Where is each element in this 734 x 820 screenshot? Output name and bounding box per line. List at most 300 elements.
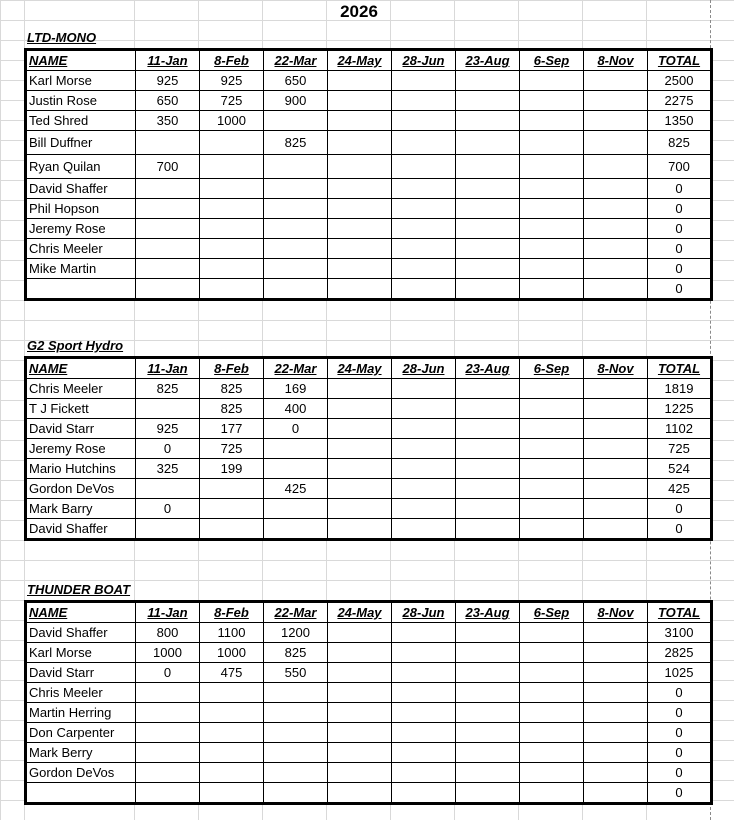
points-cell[interactable] (136, 703, 200, 723)
racer-name-cell[interactable]: Ryan Quilan (26, 155, 136, 179)
racer-name-cell[interactable]: Martin Herring (26, 703, 136, 723)
total-cell[interactable]: 2500 (648, 71, 712, 91)
points-cell[interactable] (520, 279, 584, 300)
points-cell[interactable] (200, 199, 264, 219)
racer-name-cell[interactable]: Jeremy Rose (26, 219, 136, 239)
racer-name-cell[interactable]: David Starr (26, 663, 136, 683)
column-header[interactable]: 11-Jan (136, 50, 200, 71)
points-cell[interactable] (392, 643, 456, 663)
points-cell[interactable] (264, 179, 328, 199)
points-cell[interactable]: 169 (264, 379, 328, 399)
points-cell[interactable] (456, 91, 520, 111)
points-cell[interactable] (392, 623, 456, 643)
points-cell[interactable]: 650 (264, 71, 328, 91)
column-header[interactable]: 23-Aug (456, 358, 520, 379)
points-cell[interactable] (200, 131, 264, 155)
column-header[interactable]: 8-Nov (584, 602, 648, 623)
points-cell[interactable] (456, 379, 520, 399)
total-cell[interactable]: 0 (648, 179, 712, 199)
points-cell[interactable] (520, 379, 584, 399)
points-cell[interactable] (392, 763, 456, 783)
points-cell[interactable] (328, 623, 392, 643)
points-cell[interactable] (584, 219, 648, 239)
points-cell[interactable] (136, 683, 200, 703)
points-cell[interactable] (456, 419, 520, 439)
points-cell[interactable]: 550 (264, 663, 328, 683)
column-header[interactable]: 11-Jan (136, 602, 200, 623)
total-cell[interactable]: 0 (648, 683, 712, 703)
section-title-g2-sport-hydro[interactable]: G2 Sport Hydro (27, 338, 124, 353)
racer-name-cell[interactable] (26, 279, 136, 300)
points-cell[interactable] (200, 479, 264, 499)
points-cell[interactable] (392, 91, 456, 111)
points-cell[interactable] (392, 399, 456, 419)
points-cell[interactable] (520, 663, 584, 683)
points-cell[interactable] (328, 419, 392, 439)
points-cell[interactable] (456, 131, 520, 155)
points-cell[interactable] (392, 259, 456, 279)
points-cell[interactable] (328, 259, 392, 279)
points-cell[interactable] (584, 623, 648, 643)
points-cell[interactable] (520, 259, 584, 279)
points-cell[interactable]: 725 (200, 439, 264, 459)
total-cell[interactable]: 0 (648, 259, 712, 279)
racer-name-cell[interactable]: Chris Meeler (26, 683, 136, 703)
points-cell[interactable] (328, 219, 392, 239)
column-header[interactable]: 8-Feb (200, 358, 264, 379)
points-cell[interactable] (456, 683, 520, 703)
total-cell[interactable]: 0 (648, 499, 712, 519)
points-cell[interactable] (328, 459, 392, 479)
year-title[interactable]: 2026 (340, 2, 378, 21)
total-cell[interactable]: 0 (648, 199, 712, 219)
points-cell[interactable] (136, 131, 200, 155)
points-cell[interactable] (328, 399, 392, 419)
points-cell[interactable] (264, 459, 328, 479)
points-cell[interactable] (520, 499, 584, 519)
points-cell[interactable] (264, 239, 328, 259)
racer-name-cell[interactable]: David Shaffer (26, 179, 136, 199)
points-cell[interactable] (392, 419, 456, 439)
points-cell[interactable]: 800 (136, 623, 200, 643)
column-header[interactable]: 24-May (328, 358, 392, 379)
column-header[interactable]: 24-May (328, 602, 392, 623)
points-cell[interactable]: 1000 (136, 643, 200, 663)
points-cell[interactable] (456, 71, 520, 91)
points-cell[interactable] (136, 519, 200, 540)
points-cell[interactable] (584, 683, 648, 703)
racer-name-cell[interactable]: Ted Shred (26, 111, 136, 131)
column-header[interactable]: 6-Sep (520, 50, 584, 71)
points-cell[interactable]: 925 (136, 71, 200, 91)
racer-name-cell[interactable]: Don Carpenter (26, 723, 136, 743)
points-cell[interactable]: 725 (200, 91, 264, 111)
points-cell[interactable] (200, 723, 264, 743)
racer-name-cell[interactable]: Chris Meeler (26, 379, 136, 399)
points-cell[interactable] (520, 459, 584, 479)
points-cell[interactable] (520, 131, 584, 155)
points-cell[interactable] (328, 155, 392, 179)
points-cell[interactable] (136, 239, 200, 259)
points-cell[interactable] (328, 439, 392, 459)
points-cell[interactable] (200, 519, 264, 540)
points-cell[interactable]: 925 (200, 71, 264, 91)
points-cell[interactable] (328, 703, 392, 723)
points-cell[interactable] (584, 259, 648, 279)
total-cell[interactable]: 425 (648, 479, 712, 499)
points-cell[interactable] (136, 763, 200, 783)
points-cell[interactable] (520, 419, 584, 439)
racer-name-cell[interactable]: Jeremy Rose (26, 439, 136, 459)
points-cell[interactable] (520, 439, 584, 459)
points-cell[interactable] (584, 519, 648, 540)
points-cell[interactable] (392, 703, 456, 723)
points-cell[interactable] (200, 219, 264, 239)
racer-name-cell[interactable]: Chris Meeler (26, 239, 136, 259)
column-header[interactable]: TOTAL (648, 602, 712, 623)
points-cell[interactable]: 700 (136, 155, 200, 179)
total-cell[interactable]: 2825 (648, 643, 712, 663)
points-cell[interactable] (264, 111, 328, 131)
total-cell[interactable]: 1225 (648, 399, 712, 419)
points-cell[interactable] (456, 279, 520, 300)
racer-name-cell[interactable]: T J Fickett (26, 399, 136, 419)
points-cell[interactable] (392, 439, 456, 459)
points-cell[interactable] (136, 743, 200, 763)
points-cell[interactable] (456, 743, 520, 763)
points-cell[interactable] (392, 219, 456, 239)
points-cell[interactable]: 1000 (200, 643, 264, 663)
points-cell[interactable] (584, 743, 648, 763)
points-cell[interactable]: 0 (264, 419, 328, 439)
points-cell[interactable] (520, 723, 584, 743)
points-cell[interactable] (136, 723, 200, 743)
points-cell[interactable] (456, 111, 520, 131)
racer-name-cell[interactable]: Gordon DeVos (26, 763, 136, 783)
points-cell[interactable] (264, 683, 328, 703)
points-cell[interactable] (456, 479, 520, 499)
points-cell[interactable] (520, 239, 584, 259)
points-cell[interactable] (328, 519, 392, 540)
total-cell[interactable]: 1819 (648, 379, 712, 399)
points-cell[interactable] (136, 179, 200, 199)
points-cell[interactable] (456, 439, 520, 459)
racer-name-cell[interactable]: Bill Duffner (26, 131, 136, 155)
points-cell[interactable] (584, 111, 648, 131)
points-cell[interactable] (520, 111, 584, 131)
points-cell[interactable] (136, 259, 200, 279)
points-cell[interactable] (328, 199, 392, 219)
points-cell[interactable]: 325 (136, 459, 200, 479)
points-cell[interactable] (392, 155, 456, 179)
racer-name-cell[interactable]: David Starr (26, 419, 136, 439)
points-cell[interactable] (520, 219, 584, 239)
points-cell[interactable] (392, 279, 456, 300)
points-cell[interactable] (328, 479, 392, 499)
points-cell[interactable] (200, 239, 264, 259)
points-cell[interactable] (200, 179, 264, 199)
points-cell[interactable] (456, 763, 520, 783)
points-cell[interactable] (584, 783, 648, 804)
points-cell[interactable] (584, 199, 648, 219)
column-header[interactable]: 23-Aug (456, 50, 520, 71)
points-cell[interactable] (328, 683, 392, 703)
racer-name-cell[interactable]: Karl Morse (26, 643, 136, 663)
points-cell[interactable]: 1100 (200, 623, 264, 643)
column-header[interactable]: 6-Sep (520, 358, 584, 379)
total-cell[interactable]: 0 (648, 763, 712, 783)
points-cell[interactable] (264, 783, 328, 804)
total-cell[interactable]: 1025 (648, 663, 712, 683)
points-cell[interactable] (584, 479, 648, 499)
points-cell[interactable]: 925 (136, 419, 200, 439)
points-cell[interactable] (520, 91, 584, 111)
points-cell[interactable] (520, 703, 584, 723)
points-cell[interactable] (136, 399, 200, 419)
points-cell[interactable] (136, 199, 200, 219)
points-cell[interactable] (456, 399, 520, 419)
points-cell[interactable] (584, 379, 648, 399)
points-cell[interactable] (520, 743, 584, 763)
column-header[interactable]: 22-Mar (264, 50, 328, 71)
total-cell[interactable]: 0 (648, 239, 712, 259)
points-cell[interactable] (328, 91, 392, 111)
points-cell[interactable] (456, 499, 520, 519)
points-cell[interactable] (584, 643, 648, 663)
points-cell[interactable] (456, 623, 520, 643)
racer-name-cell[interactable]: David Shaffer (26, 623, 136, 643)
racer-name-cell[interactable]: Mike Martin (26, 259, 136, 279)
points-cell[interactable] (520, 179, 584, 199)
points-cell[interactable] (200, 703, 264, 723)
points-cell[interactable] (264, 703, 328, 723)
points-cell[interactable] (520, 643, 584, 663)
points-cell[interactable]: 1200 (264, 623, 328, 643)
points-cell[interactable] (520, 155, 584, 179)
points-cell[interactable] (328, 783, 392, 804)
points-cell[interactable] (520, 683, 584, 703)
racer-name-cell[interactable]: David Shaffer (26, 519, 136, 540)
points-cell[interactable]: 199 (200, 459, 264, 479)
points-cell[interactable] (456, 219, 520, 239)
total-cell[interactable]: 1350 (648, 111, 712, 131)
points-cell[interactable] (456, 259, 520, 279)
column-header[interactable]: TOTAL (648, 50, 712, 71)
points-cell[interactable] (456, 179, 520, 199)
points-cell[interactable] (200, 683, 264, 703)
points-cell[interactable] (264, 723, 328, 743)
points-cell[interactable] (584, 71, 648, 91)
points-cell[interactable] (328, 279, 392, 300)
racer-name-cell[interactable]: Justin Rose (26, 91, 136, 111)
points-cell[interactable] (456, 723, 520, 743)
points-cell[interactable]: 400 (264, 399, 328, 419)
points-cell[interactable]: 825 (200, 399, 264, 419)
points-cell[interactable]: 825 (136, 379, 200, 399)
total-cell[interactable]: 700 (648, 155, 712, 179)
points-cell[interactable] (584, 459, 648, 479)
points-cell[interactable] (456, 783, 520, 804)
points-cell[interactable] (264, 519, 328, 540)
points-cell[interactable] (392, 663, 456, 683)
points-cell[interactable]: 0 (136, 499, 200, 519)
points-cell[interactable] (328, 131, 392, 155)
column-header[interactable]: 22-Mar (264, 358, 328, 379)
points-cell[interactable] (392, 683, 456, 703)
column-header[interactable]: 8-Feb (200, 602, 264, 623)
points-cell[interactable] (584, 399, 648, 419)
points-cell[interactable] (456, 663, 520, 683)
section-title-ltd-mono[interactable]: LTD-MONO (27, 30, 97, 45)
column-header[interactable]: 8-Nov (584, 358, 648, 379)
column-header[interactable]: NAME (26, 50, 136, 71)
points-cell[interactable] (392, 459, 456, 479)
points-cell[interactable] (328, 379, 392, 399)
racer-name-cell[interactable]: Mario Hutchins (26, 459, 136, 479)
points-cell[interactable] (392, 479, 456, 499)
points-cell[interactable]: 825 (200, 379, 264, 399)
points-cell[interactable] (200, 743, 264, 763)
points-cell[interactable] (584, 439, 648, 459)
points-cell[interactable] (520, 399, 584, 419)
points-cell[interactable] (456, 703, 520, 723)
points-cell[interactable] (392, 179, 456, 199)
column-header[interactable]: 24-May (328, 50, 392, 71)
points-cell[interactable]: 0 (136, 439, 200, 459)
points-cell[interactable] (200, 279, 264, 300)
points-cell[interactable]: 825 (264, 643, 328, 663)
section-title-thunder-boat[interactable]: THUNDER BOAT (27, 582, 131, 597)
points-cell[interactable] (264, 155, 328, 179)
column-header[interactable]: 8-Nov (584, 50, 648, 71)
points-cell[interactable] (392, 499, 456, 519)
points-cell[interactable] (392, 379, 456, 399)
points-cell[interactable] (456, 459, 520, 479)
points-cell[interactable] (264, 279, 328, 300)
points-cell[interactable] (264, 763, 328, 783)
total-cell[interactable]: 725 (648, 439, 712, 459)
column-header[interactable]: 22-Mar (264, 602, 328, 623)
points-cell[interactable] (200, 783, 264, 804)
points-cell[interactable] (264, 499, 328, 519)
points-cell[interactable]: 0 (136, 663, 200, 683)
points-cell[interactable] (584, 279, 648, 300)
points-cell[interactable] (456, 199, 520, 219)
total-cell[interactable]: 524 (648, 459, 712, 479)
points-cell[interactable] (264, 259, 328, 279)
points-cell[interactable] (584, 91, 648, 111)
total-cell[interactable]: 2275 (648, 91, 712, 111)
total-cell[interactable]: 0 (648, 743, 712, 763)
total-cell[interactable]: 3100 (648, 623, 712, 643)
points-cell[interactable] (200, 499, 264, 519)
points-cell[interactable] (264, 219, 328, 239)
total-cell[interactable]: 825 (648, 131, 712, 155)
points-cell[interactable] (264, 743, 328, 763)
points-cell[interactable] (328, 499, 392, 519)
points-cell[interactable] (520, 479, 584, 499)
points-cell[interactable] (136, 279, 200, 300)
points-cell[interactable] (520, 763, 584, 783)
points-cell[interactable] (392, 239, 456, 259)
points-cell[interactable] (200, 763, 264, 783)
points-cell[interactable] (136, 219, 200, 239)
total-cell[interactable]: 0 (648, 519, 712, 540)
points-cell[interactable]: 650 (136, 91, 200, 111)
points-cell[interactable] (328, 239, 392, 259)
points-cell[interactable] (328, 179, 392, 199)
points-cell[interactable] (584, 703, 648, 723)
points-cell[interactable] (456, 519, 520, 540)
column-header[interactable]: 28-Jun (392, 602, 456, 623)
points-cell[interactable] (584, 663, 648, 683)
total-cell[interactable]: 0 (648, 723, 712, 743)
total-cell[interactable]: 0 (648, 279, 712, 300)
points-cell[interactable] (328, 723, 392, 743)
points-cell[interactable] (584, 131, 648, 155)
column-header[interactable]: 8-Feb (200, 50, 264, 71)
points-cell[interactable] (520, 71, 584, 91)
points-cell[interactable] (264, 199, 328, 219)
points-cell[interactable] (328, 71, 392, 91)
racer-name-cell[interactable]: Karl Morse (26, 71, 136, 91)
points-cell[interactable] (392, 199, 456, 219)
points-cell[interactable] (392, 783, 456, 804)
column-header[interactable]: 6-Sep (520, 602, 584, 623)
points-cell[interactable] (392, 723, 456, 743)
racer-name-cell[interactable] (26, 783, 136, 804)
points-cell[interactable] (584, 155, 648, 179)
points-cell[interactable] (328, 763, 392, 783)
points-cell[interactable]: 825 (264, 131, 328, 155)
points-cell[interactable] (328, 743, 392, 763)
points-cell[interactable] (328, 643, 392, 663)
points-cell[interactable] (584, 419, 648, 439)
total-cell[interactable]: 0 (648, 783, 712, 804)
points-cell[interactable]: 1000 (200, 111, 264, 131)
points-cell[interactable] (584, 239, 648, 259)
points-cell[interactable] (328, 111, 392, 131)
points-cell[interactable] (584, 763, 648, 783)
total-cell[interactable]: 0 (648, 219, 712, 239)
points-cell[interactable] (520, 519, 584, 540)
points-cell[interactable] (520, 783, 584, 804)
points-cell[interactable] (392, 111, 456, 131)
points-cell[interactable]: 475 (200, 663, 264, 683)
column-header[interactable]: NAME (26, 602, 136, 623)
points-cell[interactable] (136, 783, 200, 804)
points-cell[interactable]: 177 (200, 419, 264, 439)
points-cell[interactable] (136, 479, 200, 499)
racer-name-cell[interactable]: Mark Barry (26, 499, 136, 519)
points-cell[interactable] (392, 519, 456, 540)
points-cell[interactable]: 425 (264, 479, 328, 499)
racer-name-cell[interactable]: Mark Berry (26, 743, 136, 763)
points-cell[interactable] (392, 71, 456, 91)
racer-name-cell[interactable]: Gordon DeVos (26, 479, 136, 499)
points-cell[interactable] (392, 131, 456, 155)
points-cell[interactable]: 900 (264, 91, 328, 111)
points-cell[interactable] (456, 643, 520, 663)
points-cell[interactable] (584, 499, 648, 519)
points-cell[interactable]: 350 (136, 111, 200, 131)
points-cell[interactable] (328, 663, 392, 683)
points-cell[interactable] (264, 439, 328, 459)
points-cell[interactable] (520, 199, 584, 219)
racer-name-cell[interactable]: Phil Hopson (26, 199, 136, 219)
points-cell[interactable] (392, 743, 456, 763)
points-cell[interactable] (456, 155, 520, 179)
